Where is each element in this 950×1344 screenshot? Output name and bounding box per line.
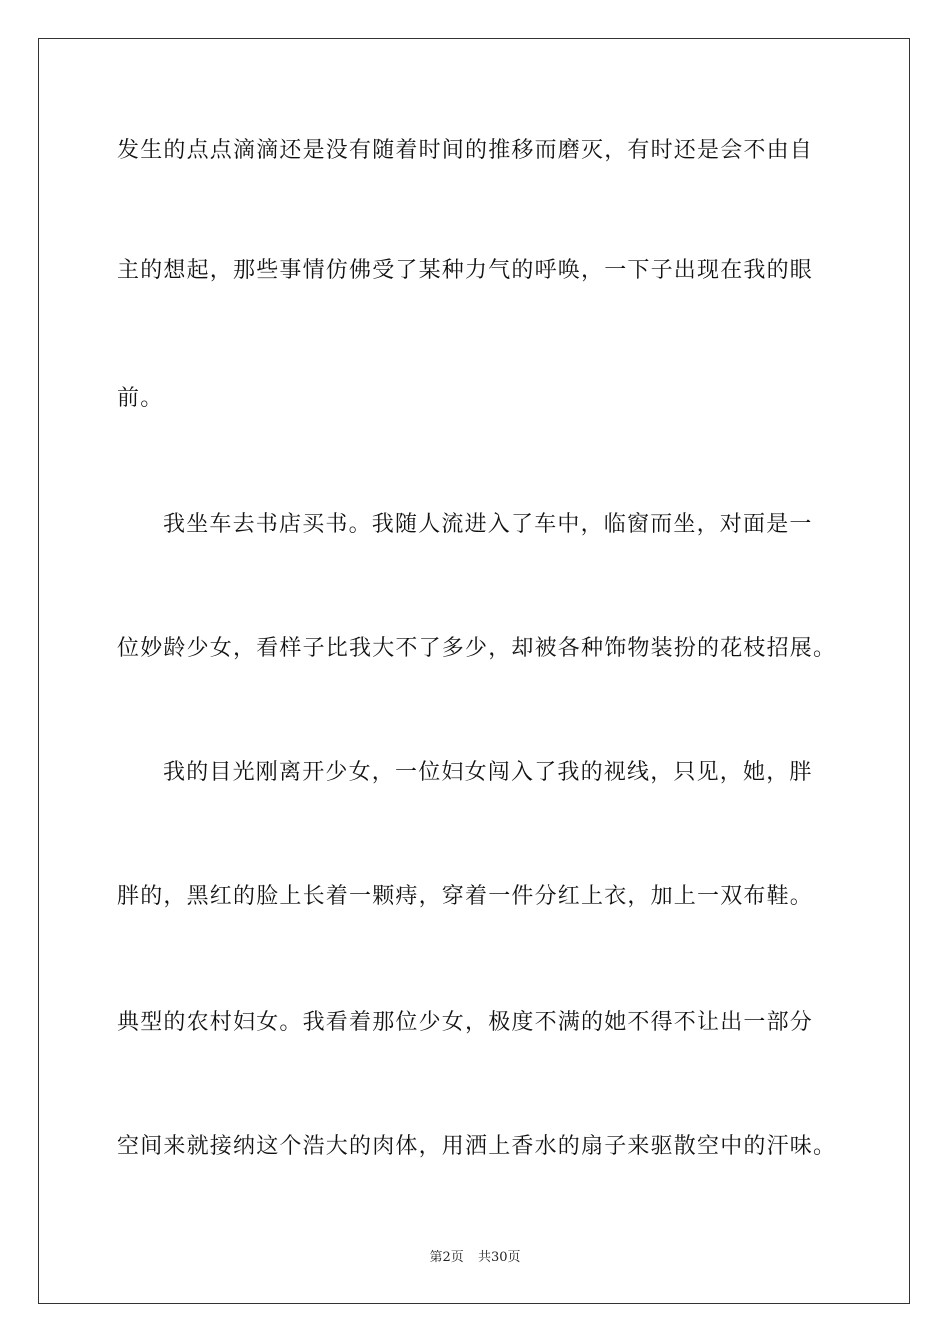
page-frame: [38, 38, 910, 1304]
text-line-2: 主的想起，那些事情仿佛受了某种力气的呼唤，一下子出现在我的眼: [117, 258, 814, 283]
text-line-3: 前。: [117, 386, 164, 411]
text-line-4: 我坐车去书店买书。我随人流进入了车中，临窗而坐，对面是一: [163, 512, 813, 537]
page-number: 第2页: [429, 1250, 464, 1265]
text-line-6: 我的目光刚离开少女，一位妇女闯入了我的视线，只见，她，胖: [163, 760, 813, 785]
page-total: 共30页: [477, 1250, 521, 1265]
text-line-5: 位妙龄少女，看样子比我大不了多少，却被各种饰物装扮的花枝招展。: [117, 636, 837, 661]
text-line-7: 胖的，黑红的脸上长着一颗痔，穿着一件分红上衣，加上一双布鞋。: [117, 884, 814, 909]
page-footer: [0, 1246, 950, 1265]
text-line-8: 典型的农村妇女。我看着那位少女，极度不满的她不得不让出一部分: [117, 1010, 814, 1035]
text-line-9: 空间来就接纳这个浩大的肉体，用洒上香水的扇子来驱散空中的汗味。: [117, 1134, 837, 1159]
text-line-1: 发生的点点滴滴还是没有随着时间的推移而磨灭，有时还是会不由自: [117, 138, 814, 163]
